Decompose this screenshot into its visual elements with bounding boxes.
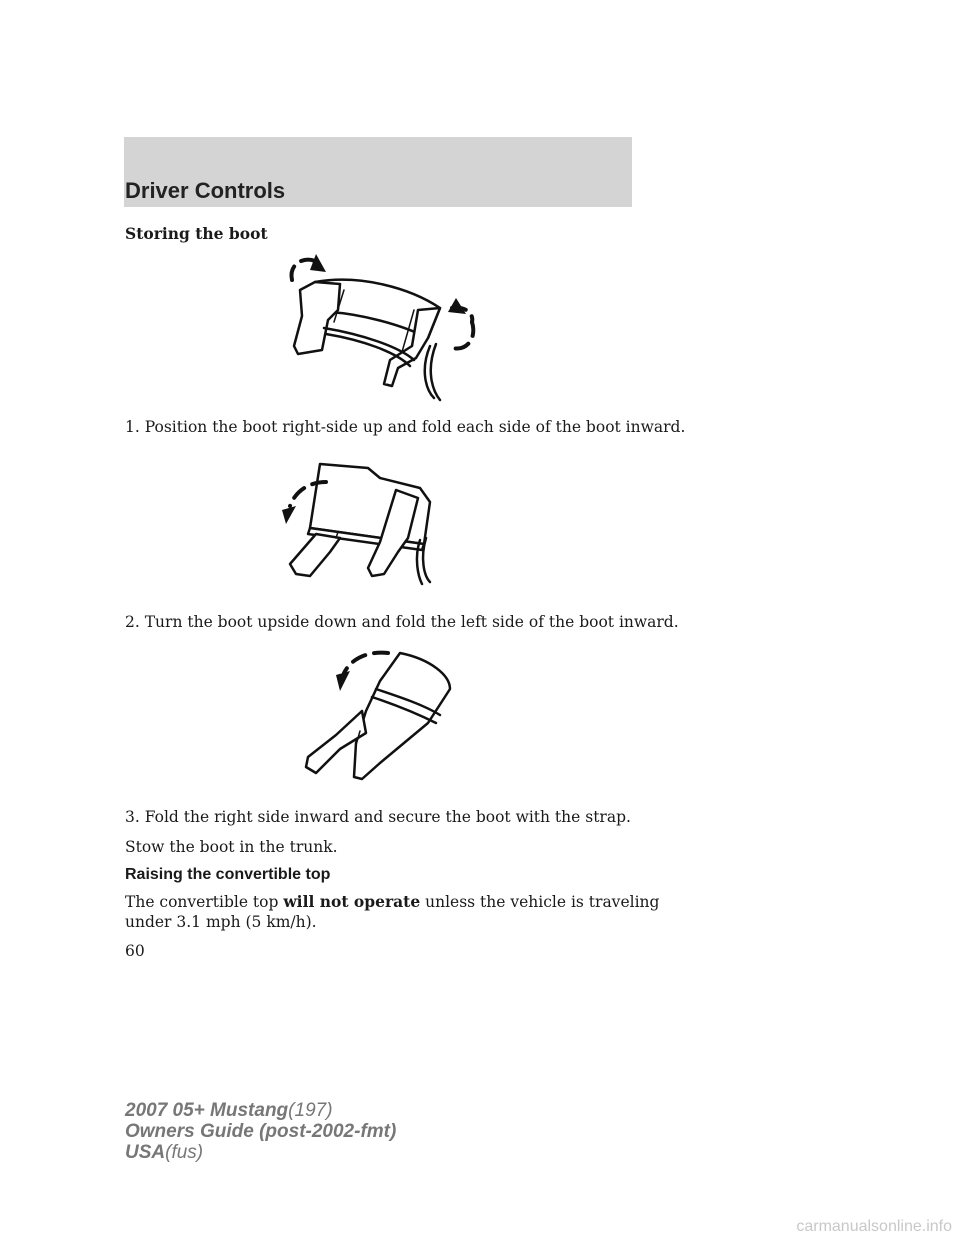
watermark-site-name: carmanualsonline.info [796, 1218, 952, 1235]
paragraph-suffix: unless the vehicle is traveling [420, 893, 660, 911]
heading-storing-the-boot: Storing the boot [125, 224, 268, 243]
convertible-top-paragraph [125, 892, 659, 912]
boot-fold-step3-illustration [300, 645, 460, 785]
heading-raising-the-convertible-top: Raising the convertible top [125, 866, 331, 883]
paragraph-prefix: The convertible top [125, 893, 284, 911]
footer-line-3: USA(fus) [125, 1142, 204, 1163]
page-number: 60 [125, 942, 145, 960]
footer-line-1: 2007 05+ Mustang(197) [125, 1100, 333, 1121]
footer-line-2: Owners Guide (post-2002-fmt) [125, 1121, 397, 1142]
step-1-text: 1. Position the boot right-side up and fold each side of the boot inward. [125, 418, 686, 436]
stow-text: Stow the boot in the trunk. [125, 838, 338, 856]
section-title: Driver Controls [125, 178, 286, 203]
boot-fold-step1-illustration [280, 250, 480, 410]
step-2-text: 2. Turn the boot upside down and fold the left side of the boot inward. [125, 613, 679, 631]
boot-fold-step2-illustration [280, 458, 460, 588]
convertible-top-paragraph-line2: under 3.1 mph (5 km/h). [125, 913, 317, 931]
paragraph-emphasis: will not operate [283, 892, 421, 911]
document-footer [125, 1100, 396, 1163]
step-3-text: 3. Fold the right side inward and secure the boot with the strap. [125, 808, 631, 826]
